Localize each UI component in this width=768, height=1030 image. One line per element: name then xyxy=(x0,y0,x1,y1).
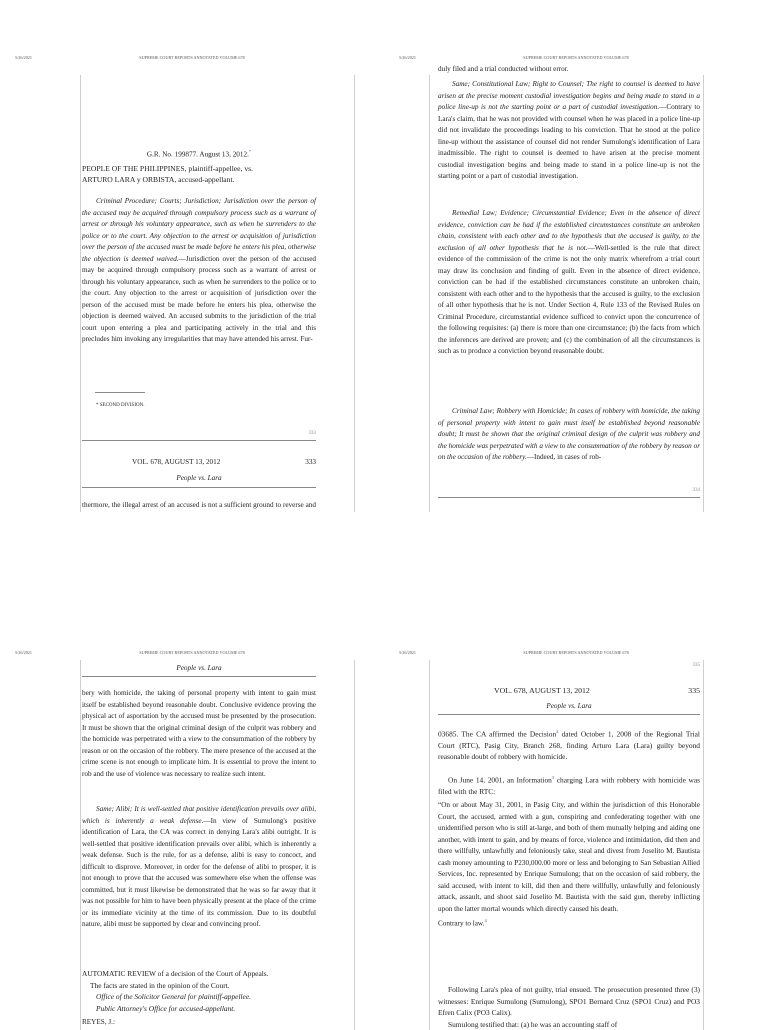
document-page-2 xyxy=(384,0,768,512)
continuation-line: duly filed and a trial conducted without error. xyxy=(438,65,569,73)
page-divider xyxy=(82,440,316,441)
running-subhead: People vs. Lara xyxy=(176,474,222,482)
print-title: SUPREME COURT REPORTS ANNOTATED VOLUME 678 xyxy=(139,650,245,655)
document-page-4: 5/26/2021 SUPREME COURT REPORTS ANNOTATED VOLUME 678 335 VOL. 678, AUGUST 13, 2012 335 People vs. Lara 03685. The CA affirmed the Decision$^2$ dated October 1, 2008 of the Regional Trial Court (RTC), Pasig City, Branch 268, finding Arturo Lara (Lara) guilty beyond reasonable doubt of robbery with homicide. On June 14, 2001, an Information$^3$ charging Lara with robbery with homicide was filed with the RTC: “On or about May 31, 2001, in Pasig City, and within the jurisdiction of this Honorable Court, the accused, armed with a gun, conspiring and confederating together with one unidentified person who is still at-large, and both of them mutually helping and aiding one another, with intent to gain, and by means of force, violence and intimidation, did then and there willfully, unlawfully and feloniously take, steal and divest from Joselito M. Bautista cash money amounting to P230,000.00 more or less and belonging to San Sebastian Allied Services, Inc. represented by Enrique Sumulong; that on the occasion of said robbery, the said accused, with intent to kill, did then and there willfully, unlawfully and feloniously attack, assault, and shoot said Joselito M. Bautista with the said gun, thereby inflicting upon the latter mortal wounds which directly caused his death. Contrary to law.$^4$ Following Lara's plea of not guilty, trial ensued. The prosecution presented three (3) witnesses: Enrique Sumulong (Sumulong), SPO1 Bernard Cruz (SPO1 Cruz) and PO3 Efren Calix (PO3 Calix). Sumulong testified that: (a) he was an accounting staff of xyxy=(384,512,768,1024)
case-number: G.R. No. 199877. August 13, 2012.* xyxy=(146,149,252,159)
print-date: 5/26/2021 xyxy=(399,55,416,60)
syllabus-circumstantial-evidence: Remedial Law; Evidence; Circumstantial Evidence; Even in the absence of direct evidence, conviction can be had if the established circumstances constitute an unbroken chain, consistent with each other and to the hypothesis that the accused is guilty, to the exclusion of all other hypothesis that he is not.—Well-settled is the rule that direct evidence of the commission of the crime is not the only matrix wherefrom a trial court may draw its conclusion and finding of guilt. Even in the absence of direct evidence, conviction can be had if the established circumstances constitute an unbroken chain, consistent with each other and to the hypothesis that the accused is guilty, to the exclusion of all other hypothesis that he is not. Under Section 4, Rule 133 of the Revised Rules on Criminal Procedure, circumstantial evidence sufficed to convict upon the concurrence of the following requisites: (a) there is more than one circumstance; (b) the facts from which the inferences are derived are proven; and (c) the combination of all the circumstances is such as to produce a conviction beyond reasonable doubt. xyxy=(438,209,700,355)
syllabus-robbery-homicide: Criminal Law; Robbery with Homicide; In cases of robbery with homicide, the taking of personal property with intent to gain must itself be established beyond reasonable doubt; It must be shown that the original criminal design of the culprit was robbery and the homicide was perpetrated with a view to the consummation of the robbery by reason or on the occasion of the robbery.—Indeed, in cases of rob- xyxy=(438,407,700,461)
ponente: REYES, J.: xyxy=(82,1018,115,1026)
print-date: 5/26/2021 xyxy=(15,650,32,655)
print-header xyxy=(15,650,369,660)
print-title: SUPREME COURT REPORTS ANNOTATED VOLUME 678 xyxy=(523,650,629,655)
trial-paragraph: Following Lara's plea of not guilty, trial ensued. The prosecution presented three (3) witnesses: Enrique Sumulong (Sumulong), SPO1 Bernard Cruz (SPO1 Cruz) and PO3 Efren Calix (PO3 Calix). Sumulong testified that: (a) he was an accounting staff of xyxy=(438,985,700,1029)
running-subhead: People vs. Lara xyxy=(176,664,222,672)
footnote-marker[interactable]: 4 xyxy=(484,918,487,923)
document-page-1: 5/26/2021 SUPREME COURT REPORTS ANNOTATED VOLUME 678 G.R. No. 199877. August 13, 2012.* PEOPLE OF THE PHILIPPINES, plaintiff-appellee, vs. ARTURO LARA y ORBISTA, accused-appellant. Criminal Procedure; Courts; Jurisdiction; Jurisdiction over the person of the accused may be acquired through compulsory process such as a warrant of arrest or through his voluntary appearance, such as when he surrenders to the police or to the court. Any objection to the arrest or acquisition of jurisdiction over the person of the accused must be made before he enters his plea, otherwise the objection is deemed waived.—Jurisdiction over the person of the accused may be acquired through compulsory process such as a warrant of arrest or through his voluntary appearance, such as when he surrenders to the police or to the court. Any objection to the arrest or acquisition of jurisdiction over the person of the accused must be made before he enters his plea, otherwise the objection is deemed waived. An accused submits to the jurisdiction of the trial court upon entering a plea and participating actively in the trial and this precludes him invoking any irregularities that may have attended his arrest. Fur- * SECOND DIVISION. 333 VOL. 678, AUGUST 13, 2012 333 People vs. Lara thermore, the illegal arrest of an accused is not a sufficient ground to reverse and xyxy=(0,0,384,512)
print-date: 5/26/2021 xyxy=(399,650,416,655)
information-paragraph: On June 14, 2001, an Information$^3$ charging Lara with robbery with homicide was filed with the RTC: xyxy=(438,775,701,796)
page-number: 334 xyxy=(692,488,700,493)
continued-text: thermore, the illegal arrest of an accused is not a sufficient ground to reverse and xyxy=(82,501,316,509)
print-date: 5/26/2021 xyxy=(15,55,32,60)
print-title: SUPREME COURT REPORTS ANNOTATED VOLUME 678 xyxy=(523,55,629,60)
robbery-intent-paragraph: bery with homicide, the taking of personal property with intent to gain must itself be established beyond reasonable doubt. Conclusive evidence proving the physical act of asportation by the accused must be presented by the prosecution. It must be shown that the original criminal design of the culprit was robbery and the homicide was perpetrated with a view to the consummation of the robbery by reason or on the occasion of the robbery. The mere presence of the accused at the crime scene is not enough to implicate him. It is essential to prove the intent to rob and the use of violence was necessary to realize such intent. xyxy=(82,689,316,778)
footnote-divider xyxy=(95,392,145,393)
running-subhead: People vs. Lara xyxy=(546,702,592,710)
subhead-rule xyxy=(82,676,316,677)
print-header xyxy=(399,650,753,660)
syllabus-right-to-counsel: Same; Constitutional Law; Right to Counsel; The right to counsel is deemed to have arisen at the precise moment custodial investigation begins and being made to stand in a police line-up is not the starting point or a part of custodial investigation.—Contrary to Lara's claim, that he was not provided with counsel when he was placed in a police line-up did not invalidate the proceedings leading to his conviction. That he stood at the police line-up without the assistance of counsel did not render Sumulong's identification of Lara inadmissible. The right to counsel is deemed to have arisen at the precise moment custodial investigation begins and being made to stand in a police line-up is not the starting point or a part of custodial investigation. xyxy=(438,80,700,180)
footnote-marker[interactable]: * xyxy=(248,149,252,154)
page-number: 333 xyxy=(308,431,316,436)
footnote: * SECOND DIVISION. xyxy=(96,403,145,408)
footnote-marker[interactable]: 3 xyxy=(551,775,555,780)
ca-decision-paragraph: 03685. The CA affirmed the Decision$^2$ dated October 1, 2008 of the Regional Trial Court (RTC), Pasig City, Branch 268, finding Arturo Lara (Lara) guilty beyond reasonable doubt of robbery with homicide. xyxy=(438,729,700,762)
subhead-rule xyxy=(438,714,700,715)
syllabus-jurisdiction: Criminal Procedure; Courts; Jurisdiction; Jurisdiction over the person of the accused may be acquired through compulsory process such as a warrant of arrest or through his voluntary appearance, such as when he surrenders to the police or to the court. Any objection to the arrest or acquisition of jurisdiction over the person of the accused must be made before he enters his plea, otherwise the objection is deemed waived.—Jurisdiction over the person of the accused may be acquired through compulsory process such as a warrant of arrest or through his voluntary appearance, such as when he surrenders to the police or to the court. Any objection to the arrest or acquisition of jurisdiction over the person of the accused must be made before he enters his plea, otherwise the objection is deemed waived. An accused submits to the jurisdiction of the trial court upon entering a plea and participating actively in the trial and this precludes him invoking any irregularities that may have attended his arrest. Fur- xyxy=(82,197,316,343)
syllabus-alibi: Same; Alibi; It is well-settled that positive identification prevails over alibi, which is inherently a weak defense.—In view of Sumulong's positive identification of Lara, the CA was correct in denying Lara's alibi outright. It is well-settled that positive identification prevails over alibi, which is inherently a weak defense. Such is the rule, for as a defense, alibi is easy to concoct, and difficult to disprove. Moreover, in order for the defense of alibi to prosper, it is not enough to prove that the accused was somewhere else when the offense was committed, but it must likewise be demonstrated that he was so far away that it was not possible for him to have been physically present at the place of the crime or its immediate vicinity at the time of its commission. Due to its doubtful nature, alibi must be supported by clear and convincing proof. xyxy=(82,805,316,928)
page-divider xyxy=(438,497,700,498)
subhead-rule xyxy=(82,487,316,488)
parties: PEOPLE OF THE PHILIPPINES, plaintiff-appellee, vs. ARTURO LARA y ORBISTA, accused-appellant. xyxy=(82,164,253,184)
footnote-marker[interactable]: 2 xyxy=(556,729,559,734)
page-number: 335 xyxy=(692,663,700,668)
information-quote: “On or about May 31, 2001, in Pasig City, and within the jurisdiction of this Honorable Court, the accused, armed with a gun, conspiring and confederating together with one unidentified person who is still at-large, and both of them mutually helping and aiding one another, with intent to gain, and by means of force, violence and intimidation, did then and there willfully, unlawfully and feloniously take, steal and divest from Joselito M. Bautista cash money amounting to P230,000.00 more or less and belonging to San Sebastian Allied Services, Inc. represented by Enrique Sumulong; that on the occasion of said robbery, the said accused, with intent to kill, did then and there willfully, unlawfully and feloniously attack, assault, and shoot said Joselito M. Bautista with the said gun, thereby inflicting upon the latter mortal wounds which directly caused his death. Contrary to law.$^4$ xyxy=(438,801,700,928)
print-title: SUPREME COURT REPORTS ANNOTATED VOLUME 678 xyxy=(139,55,245,60)
automatic-review: AUTOMATIC REVIEW of a decision of the Court of Appeals. The facts are stated in the opinion of the Court. Office of the Solicitor General for plaintiff-appellee. Public Attorney's Office for accused-appellant. xyxy=(82,969,269,1013)
print-header xyxy=(15,55,369,65)
document-page-3 xyxy=(0,512,384,1024)
